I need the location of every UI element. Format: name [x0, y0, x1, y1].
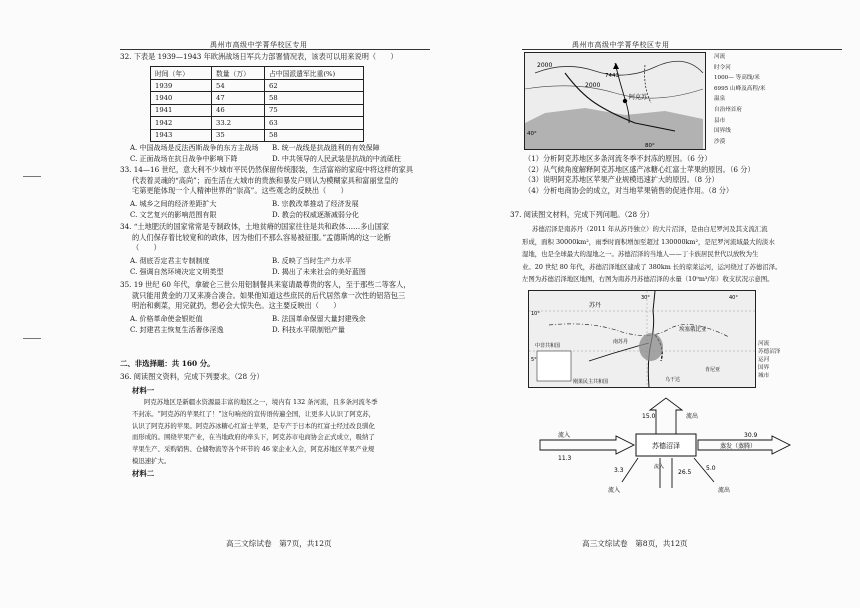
- table-header-row: [151, 67, 364, 80]
- q37-line: 业。20 世纪 80 年代，苏德沼泽地区建成了 380km 长的琼莱运河，运河绕过了苏德沼泽。: [522, 262, 782, 271]
- map2-label: 乌干达: [665, 377, 681, 383]
- q32-stem: 32. 下表是 1939—1943 年欧洲战场日军兵力部署情况表，该表可以用来说明（ ）: [120, 52, 398, 61]
- legend-item: 沙漠: [714, 138, 726, 145]
- map2-label: 中非共和国: [535, 343, 561, 349]
- map2-label: 刚果民主共和国: [573, 379, 609, 385]
- flow-label: 流入: [654, 464, 665, 470]
- table-row: [151, 80, 364, 92]
- sudd-map-legend: [758, 340, 780, 380]
- q34-stem: [120, 222, 432, 254]
- q33-option-c: C. 文艺复兴的影响范围有限: [130, 211, 217, 219]
- table-cell: 1943: [151, 129, 212, 141]
- table-cell: 1939: [151, 80, 212, 92]
- q34-line: 34. “土地肥沃的国家常常是专制政体，土地贫瘠的国家往往是共和政体……多山国家: [120, 222, 389, 231]
- material1-line: 认识了阿克苏的苹果。阿克苏冰糖心红富士苹果，是专产于日本的红富士经过改良驯化: [132, 421, 375, 430]
- legend-item: 运河: [758, 357, 770, 363]
- q36-stem: 36. 阅读图文资料，完成下列要求。（28 分）: [120, 372, 264, 381]
- q33-line: 代表着灵魂的“高尚”；而生活在大城市的贵族和暴发户则认为模糊家具和富丽堂皇的: [132, 175, 399, 185]
- material1-line: 苹果生产、采购销售、仓储物流等各个环节的 46 家企业入会，阿克苏地区苹果产业规: [132, 445, 375, 454]
- map1-label: 2000: [585, 82, 601, 89]
- table-cell: 1942: [151, 117, 212, 129]
- table-row: [151, 92, 364, 104]
- q37-line: 左图为苏德沼泽地区地图，右图为南苏丹苏德沼泽的水量（10⁹m³/年）收支状况示意图。: [522, 275, 774, 284]
- q35-option-a: A. 价格革命使金银贬值: [130, 315, 203, 323]
- header-rule: [120, 49, 430, 50]
- legend-item: 苏德沼泽: [758, 349, 781, 355]
- legend-item: 自治州首府: [714, 106, 742, 113]
- center-label: 苏德沼泽: [652, 442, 680, 450]
- aksu-city-dot: [623, 99, 627, 103]
- q32-table: [150, 66, 364, 142]
- q35-line: 明治和剩菜，用完就扔，想必会大惊失色。这主要反映出（ ）: [132, 301, 341, 311]
- q33-option-a: A. 城乡之间的经济差距扩大: [130, 200, 217, 208]
- flow-value: 15.0: [642, 413, 656, 420]
- map1-label: 80°: [645, 143, 655, 149]
- flow-value: 3.3: [614, 467, 624, 474]
- legend-item: 时令河: [714, 64, 731, 71]
- table-row: [151, 129, 364, 141]
- legend-item: 国界线: [714, 128, 731, 135]
- q34-line: 的人们保存着比较宽和的政体，因为他们不那么容易被征服。”孟德斯鸠的这一论断: [132, 232, 391, 242]
- table-cell: 62: [265, 80, 364, 92]
- q33-line: 33. 14—16 世纪，意大利不少城市平民仍然保留传统服装，生活富裕的家庭中将这样的家具: [120, 165, 414, 174]
- table-cell: 1941: [151, 104, 212, 116]
- page-footer-left: 高三文综试卷 第7页，共12页: [226, 539, 332, 548]
- legend-item: 城市: [758, 373, 770, 379]
- flow-label: 流入: [558, 432, 571, 439]
- material1-line: 模迅速扩大。: [132, 456, 171, 465]
- header-rule: [522, 49, 842, 50]
- sub-question: （1）分析阿克苏地区多条河流冬季不封冻的原因。（6 分）: [524, 154, 712, 163]
- page-header-right: 禹州市高级中学菁华校区专用: [572, 41, 670, 49]
- q36-material1: [132, 397, 432, 468]
- part2-title: 二、非选择题：共 160 分。: [120, 359, 215, 368]
- q34-option-d: D. 揭出了未来社会的美好蓝图: [272, 268, 366, 276]
- legend-item: 温泉: [714, 96, 726, 103]
- table-row: [151, 117, 364, 129]
- map2-label: 肯尼亚: [705, 367, 721, 373]
- table-cell: 58: [265, 129, 364, 141]
- q34-option-b: B. 反映了当时生产力水平: [272, 257, 352, 265]
- legend-item: 国界: [758, 365, 770, 371]
- page-8: [432, 0, 860, 608]
- map2-label: 10°: [531, 311, 540, 317]
- inflow-arrow-bottom-left: [622, 458, 638, 482]
- q35-option-c: C. 封建君主恢复生活奢侈淫逸: [130, 326, 224, 334]
- q37-line: 苏德沼泽是南苏丹（2011 年从苏丹独立）的大片沼泽，是由白尼罗河及其支流汇流: [532, 225, 768, 233]
- map1-label: 阿克苏: [629, 94, 648, 101]
- table-cell: 46: [212, 104, 265, 116]
- inflow-arrow-left: [540, 436, 634, 454]
- table-cell: 33.2: [212, 117, 265, 129]
- map2-label: 40°: [729, 295, 738, 301]
- q33-option-b: B. 宗教改革推动了经济发展: [272, 200, 359, 208]
- aksu-map-graphic: [525, 53, 705, 149]
- flow-value: 26.5: [678, 469, 692, 476]
- q35-stem: [120, 280, 432, 312]
- flow-value: 30.9: [744, 432, 758, 439]
- q37-line: 形成，面积 30000km²，雨季时面积增加至超过 130000km²，是尼罗河流域最大的淡水: [522, 237, 775, 246]
- q36-material2-label: 材料二: [132, 469, 155, 478]
- table-header: 占中国派遣军比重(%): [265, 67, 364, 80]
- material1-line: 不封冻。“阿克苏的苹果红了！”这句响亮的宣传语传遍全国，让更多人认识了阿克苏，: [132, 409, 375, 418]
- q36-subquestions: [524, 154, 844, 196]
- table-cell: 1940: [151, 92, 212, 104]
- table-row: [151, 104, 364, 116]
- table-cell: 35: [212, 129, 265, 141]
- page-footer-right: 高三文综试卷 第8页，共12页: [582, 539, 688, 548]
- q32-option-d: D. 中共领导的人民武装是抗战的中流砥柱: [272, 155, 401, 163]
- q35-option-b: B. 法国革命保留大量封建残余: [272, 315, 366, 323]
- q32-option-c: C. 正面战场在抗日战争中影响下降: [130, 155, 238, 163]
- aksu-map-legend: [714, 52, 765, 147]
- legend-item: 河流: [714, 54, 726, 60]
- q32-option-b: B. 统一战线是抗战胜利的有效保障: [272, 144, 380, 152]
- sudd-map-graphic: [529, 291, 755, 387]
- table-header: 时间（年）: [151, 67, 212, 80]
- material1-line: 而形成的。围绕苹果产业，在当地政府的牵头下，阿克苏市电商协会正式成立，吸纳了: [132, 433, 375, 442]
- flow-label: 流入: [608, 487, 621, 494]
- sub-question: （3）说明阿克苏地区苹果产业规模迅速扩大的原因。（8 分）: [524, 175, 719, 185]
- map2-label: 南苏丹: [613, 339, 629, 345]
- flow-label: 蒸发（蒸腾）: [720, 443, 757, 450]
- q35-line: 35. 19 世纪 60 年代，拿破仑三世公用铝制餐具来宴请最尊贵的客人，至于那些二等客人，: [120, 280, 411, 289]
- map2-label: 30°: [641, 295, 650, 301]
- flow-label: 流出: [718, 487, 731, 494]
- map1-label: 40°: [527, 131, 537, 137]
- map1-label: 7443: [605, 73, 619, 79]
- q36-material1-label: 材料一: [132, 386, 155, 395]
- legend-item: 1000— 等高线/米: [714, 75, 760, 82]
- sub-question: （2）从气候角度解释阿克苏地区盛产冰糖心红富士苹果的原因。（6 分）: [524, 164, 755, 174]
- q37-material: [522, 223, 856, 286]
- table-cell: 58: [265, 92, 364, 104]
- flow-value: 11.3: [558, 455, 572, 462]
- q34-option-c: C. 强调自然环境决定文明类型: [130, 268, 224, 276]
- legend-item: 县市: [714, 117, 726, 124]
- map2-label: 埃塞俄比亚: [679, 327, 707, 333]
- aksu-map: [524, 52, 706, 150]
- table-header: 数量（万）: [212, 67, 265, 80]
- table-cell: 63: [265, 117, 364, 129]
- map1-label: 2000: [537, 62, 553, 69]
- table-cell: 47: [212, 92, 265, 104]
- material1-line: 阿克苏地区是新疆水资源最丰富的地区之一，境内有 132 条河流，且多条河流冬季: [144, 398, 378, 406]
- q33-stem: [120, 165, 432, 197]
- q33-line: 宅第更能体现一个人精神世界的“崇高”。这些观念的反映出（ ）: [132, 186, 348, 196]
- sudd-map: [528, 290, 756, 388]
- map2-label: 5°: [531, 357, 537, 363]
- q35-option-d: D. 科技水平限制铝产量: [272, 326, 345, 334]
- legend-item: 6995 山峰及高程/米: [714, 85, 766, 92]
- sub-question: （4）分析电商协会的成立，对当地苹果销售的促进作用。（8 分）: [524, 185, 734, 195]
- q37-stem: 37. 阅读图文材料，完成下列问题。（28 分）: [510, 210, 654, 219]
- inflow-arrow-bottom: [660, 458, 672, 488]
- binding-mark: [23, 338, 41, 339]
- q33-option-d: D. 教会的权威逐渐减弱分化: [272, 211, 359, 219]
- flow-label: 流出: [686, 413, 699, 420]
- map2-label: 苏丹: [589, 302, 602, 309]
- flow-value: 5.0: [706, 465, 716, 472]
- page-header-left: 禹州市高级中学菁华校区专用: [210, 41, 308, 49]
- table-cell: 75: [265, 104, 364, 116]
- q35-line: 就只能用黄金的刀叉来凑合凑合。如果他知道这些庶民的后代居然拿一次性的铝箔包三: [132, 290, 406, 300]
- inset-map: [537, 351, 571, 381]
- q34-option-a: A. 彻底否定君主专制制度: [130, 257, 210, 265]
- water-balance-diagram: [536, 396, 796, 496]
- legend-item: 河流: [758, 341, 770, 347]
- sudd-wetland-area: [639, 333, 663, 361]
- q32-option-a: A. 中国战场是反法西斯战争的东方主战场: [130, 144, 259, 152]
- q37-line: 湿地，也是全球最大的湿地之一。苏德沼泽的当地人——丁卡族居民世代以放牧为生: [522, 250, 759, 259]
- q34-line: （ ）: [132, 243, 161, 253]
- binding-mark: [23, 176, 41, 177]
- table-cell: 54: [212, 80, 265, 92]
